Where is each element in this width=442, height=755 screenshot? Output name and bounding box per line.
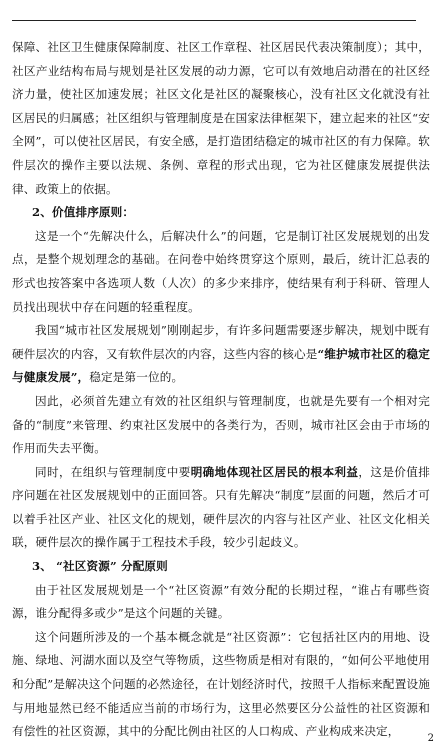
paragraph-text: 稳定是第一位的。 [89,370,184,385]
section-heading: 2、价值排序原则： [32,205,135,220]
paragraph: 这是一个“先解决什么，后解决什么”的问题，它是制订社区发展规划的出发点，是整个规划理念的基础。在问卷中始终贯穿这个原则，最后，统计汇总表的形式也按答案中各选项人数（人次）的多少来排序，使结果有利于科研、管理人员找出现状中存在问题的轻重程度。 [12,228,430,314]
section-heading: 3、 “社区资源” 分配原则 [32,559,168,574]
paragraph-text: 我国“城市社区发展规划”刚刚起步，有许多问题需要逐步解决，规划中既有硬件层次的内容，又有软件层次的内容，这些内容的核心是 [12,323,430,361]
paragraph-text: ，这是价值排序问题在社区发展规划中的正面回答。只有先解决“制度”层面的问题，然后才可以着手社区产业、社区文化的规划，硬件层次的内容与社区产业、社区文化相关联，硬件层次的操作属于工程技术手段，较少引起歧义。 [12,464,431,550]
paragraph: 因此，必须首先建立有效的社区组织与管理制度，也就是先要有一个相对完备的“制度”来管理、约束社区发展中的各类行为，否则，城市社区会由于市场的作用而失去平衡。 [12,393,430,456]
document-body [12,36,430,744]
emphasis-text: 明确地体现社区居民的根本利益 [190,464,359,479]
paragraph [12,319,430,390]
paragraph: 由于社区发展规划是一个“社区资源”有效分配的长期过程，“谁占有哪些资源，谁分配得多或少”是这个问题的关键。 [12,582,430,621]
header-rule [12,20,416,21]
paragraph: 这个问题所涉及的一个基本概念就是“社区资源”：它包括社区内的用地、设施、绿地、河湖水面以及空气等物质，这些物质是相对有限的，“如何公平地使用和分配”是解决这个问题的必然途径，在计划经济时代，按照千人指标来配置设施与用地显然已经不能适应当前的市场行为，这里必然要区分公益性的社区资源和有偿性的社区资源，其中的分配比例由社区的人口构成、产业构成来决定， [12,629,430,739]
paragraph: 保障、社区卫生健康保障制度、社区工作章程、社区居民代表决策制度）；其中，社区产业结构布局与规划是社区发展的动力源，它可以有效地启动潜在的社区经济力量，使社区加速发展；社区文化是社区的凝聚核心，没有社区文化就没有社区居民的归属感；社区组织与管理制度是在国家法律框架下，建立起来的社区“安全网”，可以使社区居民，有安全感，是打造团结稳定的城市社区的有力保障。软件层次的操作主要以法规、条例、章程的形式出现，它为社区健康发展提供法律、政策上的依据。 [12,40,430,196]
page-number: 2 [427,733,434,744]
emphasis-text: “维护城市社区的稳定与健康发展”， [12,346,431,385]
paragraph [12,461,430,555]
paragraph-text: 同时，在组织与管理制度中要 [35,464,191,479]
